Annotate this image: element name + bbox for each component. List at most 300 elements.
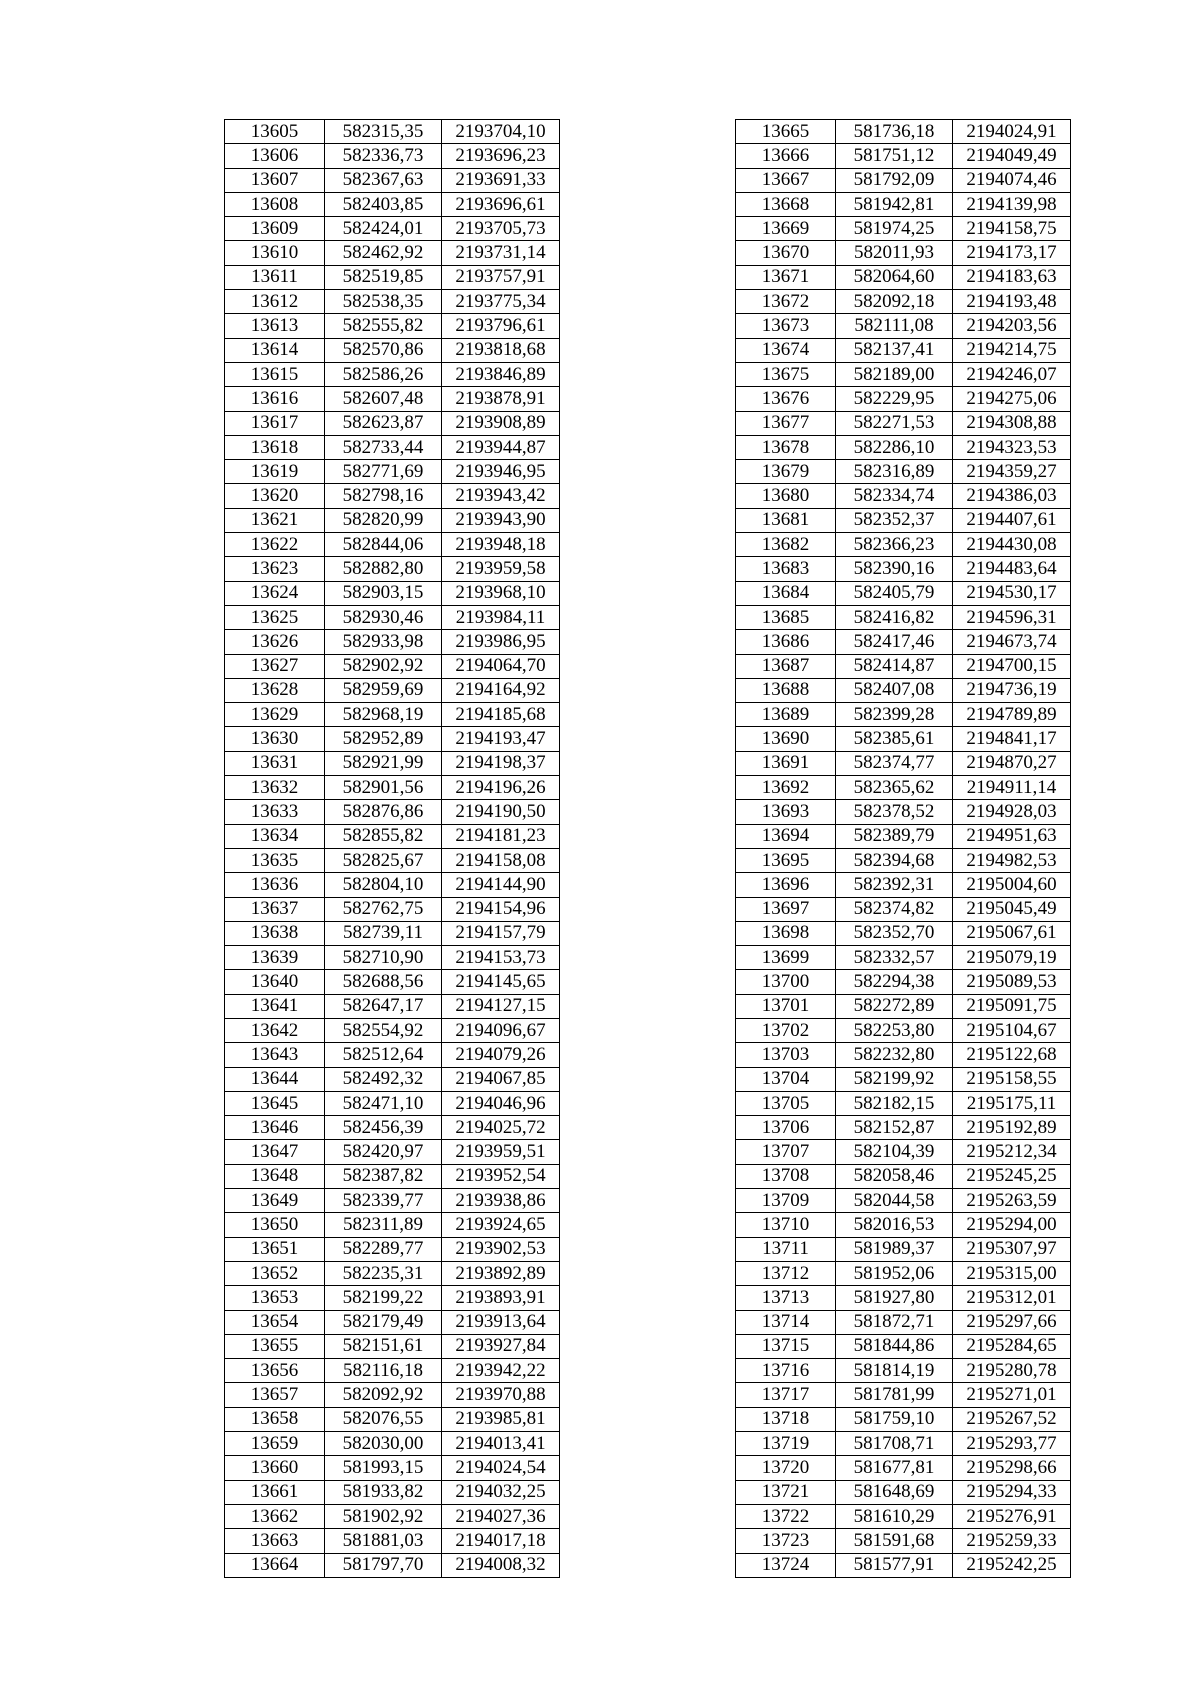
point-number-cell: 13630	[225, 727, 325, 751]
x-coordinate-cell: 581993,15	[325, 1456, 442, 1480]
x-coordinate-cell: 582111,08	[836, 314, 953, 338]
x-coordinate-cell: 582030,00	[325, 1432, 442, 1456]
table-row	[225, 314, 560, 338]
x-coordinate-cell: 582137,41	[836, 338, 953, 362]
table-row	[225, 1237, 560, 1261]
y-coordinate-cell: 2193927,84	[442, 1334, 560, 1358]
point-number-cell: 13681	[736, 508, 836, 532]
x-coordinate-cell: 582417,46	[836, 630, 953, 654]
y-coordinate-cell: 2195242,25	[953, 1553, 1071, 1577]
point-number-cell: 13710	[736, 1213, 836, 1237]
point-number-cell: 13610	[225, 241, 325, 265]
y-coordinate-cell: 2195284,65	[953, 1334, 1071, 1358]
point-number-cell: 13657	[225, 1383, 325, 1407]
table-row	[225, 217, 560, 241]
point-number-cell: 13713	[736, 1286, 836, 1310]
x-coordinate-cell: 582272,89	[836, 994, 953, 1018]
y-coordinate-cell: 2194982,53	[953, 848, 1071, 872]
x-coordinate-cell: 582332,57	[836, 946, 953, 970]
point-number-cell: 13705	[736, 1091, 836, 1115]
point-number-cell: 13668	[736, 192, 836, 216]
point-number-cell: 13641	[225, 994, 325, 1018]
point-number-cell: 13688	[736, 678, 836, 702]
table-row	[225, 1116, 560, 1140]
x-coordinate-cell: 582352,37	[836, 508, 953, 532]
point-number-cell: 13687	[736, 654, 836, 678]
y-coordinate-cell: 2194096,67	[442, 1018, 560, 1042]
x-coordinate-cell: 582315,35	[325, 120, 442, 144]
point-number-cell: 13613	[225, 314, 325, 338]
y-coordinate-cell: 2194951,63	[953, 824, 1071, 848]
point-number-cell: 13624	[225, 581, 325, 605]
point-number-cell: 13620	[225, 484, 325, 508]
y-coordinate-cell: 2193946,95	[442, 460, 560, 484]
point-number-cell: 13714	[736, 1310, 836, 1334]
point-number-cell: 13618	[225, 435, 325, 459]
table-row	[736, 1043, 1071, 1067]
table-row	[736, 1091, 1071, 1115]
table-row	[736, 1286, 1071, 1310]
y-coordinate-cell: 2194193,48	[953, 290, 1071, 314]
x-coordinate-cell: 582271,53	[836, 411, 953, 435]
y-coordinate-cell: 2193942,22	[442, 1359, 560, 1383]
y-coordinate-cell: 2193984,11	[442, 605, 560, 629]
table-row	[736, 921, 1071, 945]
y-coordinate-cell: 2193796,61	[442, 314, 560, 338]
table-row	[225, 144, 560, 168]
x-coordinate-cell: 582232,80	[836, 1043, 953, 1067]
y-coordinate-cell: 2194181,23	[442, 824, 560, 848]
table-row	[225, 703, 560, 727]
y-coordinate-cell: 2195245,25	[953, 1164, 1071, 1188]
y-coordinate-cell: 2194046,96	[442, 1091, 560, 1115]
x-coordinate-cell: 582311,89	[325, 1213, 442, 1237]
y-coordinate-cell: 2194067,85	[442, 1067, 560, 1091]
y-coordinate-cell: 2194064,70	[442, 654, 560, 678]
y-coordinate-cell: 2194308,88	[953, 411, 1071, 435]
table-row	[736, 1529, 1071, 1553]
point-number-cell: 13664	[225, 1553, 325, 1577]
table-row	[736, 1237, 1071, 1261]
y-coordinate-cell: 2194596,31	[953, 605, 1071, 629]
point-number-cell: 13615	[225, 362, 325, 386]
y-coordinate-cell: 2193908,89	[442, 411, 560, 435]
x-coordinate-cell: 582092,18	[836, 290, 953, 314]
x-coordinate-cell: 581610,29	[836, 1504, 953, 1528]
point-number-cell: 13689	[736, 703, 836, 727]
y-coordinate-cell: 2195298,66	[953, 1456, 1071, 1480]
table-row	[225, 776, 560, 800]
table-row	[225, 1286, 560, 1310]
point-number-cell: 13658	[225, 1407, 325, 1431]
y-coordinate-cell: 2194275,06	[953, 387, 1071, 411]
y-coordinate-cell: 2193970,88	[442, 1383, 560, 1407]
y-coordinate-cell: 2193731,14	[442, 241, 560, 265]
point-number-cell: 13649	[225, 1189, 325, 1213]
table-row	[736, 751, 1071, 775]
x-coordinate-cell: 582092,92	[325, 1383, 442, 1407]
point-number-cell: 13675	[736, 362, 836, 386]
table-row	[736, 678, 1071, 702]
point-number-cell: 13639	[225, 946, 325, 970]
table-row	[736, 946, 1071, 970]
x-coordinate-cell: 582959,69	[325, 678, 442, 702]
point-number-cell: 13703	[736, 1043, 836, 1067]
point-number-cell: 13721	[736, 1480, 836, 1504]
table-row	[225, 557, 560, 581]
point-number-cell: 13676	[736, 387, 836, 411]
x-coordinate-cell: 582554,92	[325, 1018, 442, 1042]
x-coordinate-cell: 582104,39	[836, 1140, 953, 1164]
point-number-cell: 13654	[225, 1310, 325, 1334]
y-coordinate-cell: 2194190,50	[442, 800, 560, 824]
y-coordinate-cell: 2195276,91	[953, 1504, 1071, 1528]
table-row	[225, 946, 560, 970]
y-coordinate-cell: 2194870,27	[953, 751, 1071, 775]
x-coordinate-cell: 582229,95	[836, 387, 953, 411]
table-row	[736, 508, 1071, 532]
point-number-cell: 13655	[225, 1334, 325, 1358]
x-coordinate-cell: 582182,15	[836, 1091, 953, 1115]
y-coordinate-cell: 2195294,33	[953, 1480, 1071, 1504]
point-number-cell: 13666	[736, 144, 836, 168]
table-row	[225, 1091, 560, 1115]
x-coordinate-cell: 582519,85	[325, 265, 442, 289]
table-row	[736, 290, 1071, 314]
table-row	[225, 1504, 560, 1528]
x-coordinate-cell: 582058,46	[836, 1164, 953, 1188]
y-coordinate-cell: 2194198,37	[442, 751, 560, 775]
point-number-cell: 13680	[736, 484, 836, 508]
table-row	[225, 800, 560, 824]
table-row	[736, 168, 1071, 192]
table-row	[225, 1407, 560, 1431]
x-coordinate-cell: 581759,10	[836, 1407, 953, 1431]
y-coordinate-cell: 2194027,36	[442, 1504, 560, 1528]
table-row	[736, 897, 1071, 921]
y-coordinate-cell: 2195259,33	[953, 1529, 1071, 1553]
table-row	[736, 435, 1071, 459]
point-number-cell: 13709	[736, 1189, 836, 1213]
x-coordinate-cell: 582462,92	[325, 241, 442, 265]
y-coordinate-cell: 2194164,92	[442, 678, 560, 702]
table-row	[225, 1432, 560, 1456]
table-row	[225, 265, 560, 289]
x-coordinate-cell: 582424,01	[325, 217, 442, 241]
y-coordinate-cell: 2193952,54	[442, 1164, 560, 1188]
point-number-cell: 13619	[225, 460, 325, 484]
y-coordinate-cell: 2194158,75	[953, 217, 1071, 241]
x-coordinate-cell: 582399,28	[836, 703, 953, 727]
y-coordinate-cell: 2193959,58	[442, 557, 560, 581]
table-row	[736, 1383, 1071, 1407]
x-coordinate-cell: 582414,87	[836, 654, 953, 678]
table-row	[736, 727, 1071, 751]
point-number-cell: 13690	[736, 727, 836, 751]
point-number-cell: 13638	[225, 921, 325, 945]
x-coordinate-cell: 582367,63	[325, 168, 442, 192]
x-coordinate-cell: 582688,56	[325, 970, 442, 994]
x-coordinate-cell: 581792,09	[836, 168, 953, 192]
y-coordinate-cell: 2195004,60	[953, 873, 1071, 897]
x-coordinate-cell: 582294,38	[836, 970, 953, 994]
point-number-cell: 13718	[736, 1407, 836, 1431]
x-coordinate-cell: 582420,97	[325, 1140, 442, 1164]
x-coordinate-cell: 581814,19	[836, 1359, 953, 1383]
x-coordinate-cell: 582387,82	[325, 1164, 442, 1188]
point-number-cell: 13607	[225, 168, 325, 192]
y-coordinate-cell: 2195271,01	[953, 1383, 1071, 1407]
table-row	[736, 533, 1071, 557]
point-number-cell: 13699	[736, 946, 836, 970]
point-number-cell: 13679	[736, 460, 836, 484]
point-number-cell: 13669	[736, 217, 836, 241]
x-coordinate-cell: 581781,99	[836, 1383, 953, 1407]
y-coordinate-cell: 2194127,15	[442, 994, 560, 1018]
x-coordinate-cell: 582179,49	[325, 1310, 442, 1334]
table-row	[225, 970, 560, 994]
y-coordinate-cell: 2193775,34	[442, 290, 560, 314]
x-coordinate-cell: 582825,67	[325, 848, 442, 872]
table-row	[225, 921, 560, 945]
x-coordinate-cell: 581881,03	[325, 1529, 442, 1553]
x-coordinate-cell: 582199,22	[325, 1286, 442, 1310]
point-number-cell: 13606	[225, 144, 325, 168]
y-coordinate-cell: 2193959,51	[442, 1140, 560, 1164]
table-row	[736, 1213, 1071, 1237]
x-coordinate-cell: 582933,98	[325, 630, 442, 654]
table-row	[225, 387, 560, 411]
x-coordinate-cell: 582289,77	[325, 1237, 442, 1261]
x-coordinate-cell: 582405,79	[836, 581, 953, 605]
point-number-cell: 13712	[736, 1261, 836, 1285]
point-number-cell: 13605	[225, 120, 325, 144]
y-coordinate-cell: 2193924,65	[442, 1213, 560, 1237]
x-coordinate-cell: 582733,44	[325, 435, 442, 459]
table-row	[225, 678, 560, 702]
y-coordinate-cell: 2194024,54	[442, 1456, 560, 1480]
table-row	[736, 314, 1071, 338]
x-coordinate-cell: 582374,77	[836, 751, 953, 775]
y-coordinate-cell: 2194841,17	[953, 727, 1071, 751]
point-number-cell: 13677	[736, 411, 836, 435]
y-coordinate-cell: 2193818,68	[442, 338, 560, 362]
point-number-cell: 13707	[736, 1140, 836, 1164]
table-row	[736, 824, 1071, 848]
y-coordinate-cell: 2193757,91	[442, 265, 560, 289]
table-row	[736, 800, 1071, 824]
x-coordinate-cell: 581577,91	[836, 1553, 953, 1577]
x-coordinate-cell: 582334,74	[836, 484, 953, 508]
point-number-cell: 13663	[225, 1529, 325, 1553]
table-row	[225, 168, 560, 192]
x-coordinate-cell: 582607,48	[325, 387, 442, 411]
table-row	[736, 1504, 1071, 1528]
y-coordinate-cell: 2194214,75	[953, 338, 1071, 362]
table-row	[225, 654, 560, 678]
x-coordinate-cell: 582586,26	[325, 362, 442, 386]
point-number-cell: 13626	[225, 630, 325, 654]
x-coordinate-cell: 582762,75	[325, 897, 442, 921]
x-coordinate-cell: 581591,68	[836, 1529, 953, 1553]
x-coordinate-cell: 581708,71	[836, 1432, 953, 1456]
table-row	[736, 1067, 1071, 1091]
y-coordinate-cell: 2195315,00	[953, 1261, 1071, 1285]
x-coordinate-cell: 582416,82	[836, 605, 953, 629]
x-coordinate-cell: 581989,37	[836, 1237, 953, 1261]
table-row	[225, 362, 560, 386]
table-row	[225, 994, 560, 1018]
x-coordinate-cell: 582394,68	[836, 848, 953, 872]
y-coordinate-cell: 2194323,53	[953, 435, 1071, 459]
point-number-cell: 13706	[736, 1116, 836, 1140]
coordinates-table-right	[735, 119, 1071, 1578]
point-number-cell: 13652	[225, 1261, 325, 1285]
x-coordinate-cell: 582492,32	[325, 1067, 442, 1091]
y-coordinate-cell: 2194196,26	[442, 776, 560, 800]
table-row	[225, 1140, 560, 1164]
point-number-cell: 13647	[225, 1140, 325, 1164]
point-number-cell: 13660	[225, 1456, 325, 1480]
point-number-cell: 13608	[225, 192, 325, 216]
x-coordinate-cell: 582647,17	[325, 994, 442, 1018]
table-row	[736, 1140, 1071, 1164]
x-coordinate-cell: 582844,06	[325, 533, 442, 557]
table-row	[736, 654, 1071, 678]
y-coordinate-cell: 2195104,67	[953, 1018, 1071, 1042]
table-row	[736, 120, 1071, 144]
x-coordinate-cell: 582570,86	[325, 338, 442, 362]
point-number-cell: 13673	[736, 314, 836, 338]
point-number-cell: 13695	[736, 848, 836, 872]
table-row	[225, 484, 560, 508]
y-coordinate-cell: 2194928,03	[953, 800, 1071, 824]
table-row	[736, 1334, 1071, 1358]
x-coordinate-cell: 582151,61	[325, 1334, 442, 1358]
point-number-cell: 13656	[225, 1359, 325, 1383]
y-coordinate-cell: 2193691,33	[442, 168, 560, 192]
y-coordinate-cell: 2194430,08	[953, 533, 1071, 557]
x-coordinate-cell: 581844,86	[836, 1334, 953, 1358]
point-number-cell: 13693	[736, 800, 836, 824]
table-row	[736, 848, 1071, 872]
y-coordinate-cell: 2194193,47	[442, 727, 560, 751]
x-coordinate-cell: 581974,25	[836, 217, 953, 241]
table-row	[225, 435, 560, 459]
y-coordinate-cell: 2194700,15	[953, 654, 1071, 678]
point-number-cell: 13672	[736, 290, 836, 314]
x-coordinate-cell: 582471,10	[325, 1091, 442, 1115]
table-row	[225, 192, 560, 216]
table-row	[736, 605, 1071, 629]
table-row	[225, 727, 560, 751]
table-row	[225, 1043, 560, 1067]
y-coordinate-cell: 2194246,07	[953, 362, 1071, 386]
point-number-cell: 13698	[736, 921, 836, 945]
x-coordinate-cell: 582378,52	[836, 800, 953, 824]
y-coordinate-cell: 2194736,19	[953, 678, 1071, 702]
y-coordinate-cell: 2194158,08	[442, 848, 560, 872]
point-number-cell: 13650	[225, 1213, 325, 1237]
x-coordinate-cell: 581902,92	[325, 1504, 442, 1528]
x-coordinate-cell: 582076,55	[325, 1407, 442, 1431]
y-coordinate-cell: 2193944,87	[442, 435, 560, 459]
table-row	[736, 1116, 1071, 1140]
x-coordinate-cell: 581872,71	[836, 1310, 953, 1334]
y-coordinate-cell: 2195158,55	[953, 1067, 1071, 1091]
point-number-cell: 13661	[225, 1480, 325, 1504]
x-coordinate-cell: 581927,80	[836, 1286, 953, 1310]
x-coordinate-cell: 582930,46	[325, 605, 442, 629]
point-number-cell: 13691	[736, 751, 836, 775]
y-coordinate-cell: 2195067,61	[953, 921, 1071, 945]
table-row	[225, 1553, 560, 1577]
point-number-cell: 13701	[736, 994, 836, 1018]
point-number-cell: 13651	[225, 1237, 325, 1261]
y-coordinate-cell: 2195175,11	[953, 1091, 1071, 1115]
table-row	[225, 873, 560, 897]
y-coordinate-cell: 2194789,89	[953, 703, 1071, 727]
table-row	[736, 217, 1071, 241]
x-coordinate-cell: 581952,06	[836, 1261, 953, 1285]
point-number-cell: 13634	[225, 824, 325, 848]
point-number-cell: 13643	[225, 1043, 325, 1067]
table-row	[225, 1480, 560, 1504]
table-row	[736, 1310, 1071, 1334]
table-row	[225, 508, 560, 532]
x-coordinate-cell: 582116,18	[325, 1359, 442, 1383]
point-number-cell: 13616	[225, 387, 325, 411]
table-row	[736, 1480, 1071, 1504]
table-row	[736, 1164, 1071, 1188]
y-coordinate-cell: 2195307,97	[953, 1237, 1071, 1261]
table-row	[225, 338, 560, 362]
table-row	[225, 605, 560, 629]
table-row	[736, 873, 1071, 897]
x-coordinate-cell: 581677,81	[836, 1456, 953, 1480]
point-number-cell: 13723	[736, 1529, 836, 1553]
x-coordinate-cell: 582365,62	[836, 776, 953, 800]
table-row	[225, 1261, 560, 1285]
y-coordinate-cell: 2195045,49	[953, 897, 1071, 921]
y-coordinate-cell: 2193986,95	[442, 630, 560, 654]
table-row	[736, 1018, 1071, 1042]
table-row	[736, 703, 1071, 727]
point-number-cell: 13682	[736, 533, 836, 557]
point-number-cell: 13633	[225, 800, 325, 824]
point-number-cell: 13696	[736, 873, 836, 897]
table-row	[736, 484, 1071, 508]
x-coordinate-cell: 582235,31	[325, 1261, 442, 1285]
table-row	[736, 1432, 1071, 1456]
point-number-cell: 13674	[736, 338, 836, 362]
x-coordinate-cell: 582921,99	[325, 751, 442, 775]
table-row	[225, 241, 560, 265]
table-row	[225, 120, 560, 144]
table-row	[736, 387, 1071, 411]
y-coordinate-cell: 2193696,61	[442, 192, 560, 216]
y-coordinate-cell: 2195293,77	[953, 1432, 1071, 1456]
point-number-cell: 13623	[225, 557, 325, 581]
y-coordinate-cell: 2193893,91	[442, 1286, 560, 1310]
y-coordinate-cell: 2194673,74	[953, 630, 1071, 654]
y-coordinate-cell: 2195192,89	[953, 1116, 1071, 1140]
table-row	[736, 557, 1071, 581]
table-row	[736, 1407, 1071, 1431]
y-coordinate-cell: 2193892,89	[442, 1261, 560, 1285]
table-row	[736, 1456, 1071, 1480]
point-number-cell: 13719	[736, 1432, 836, 1456]
